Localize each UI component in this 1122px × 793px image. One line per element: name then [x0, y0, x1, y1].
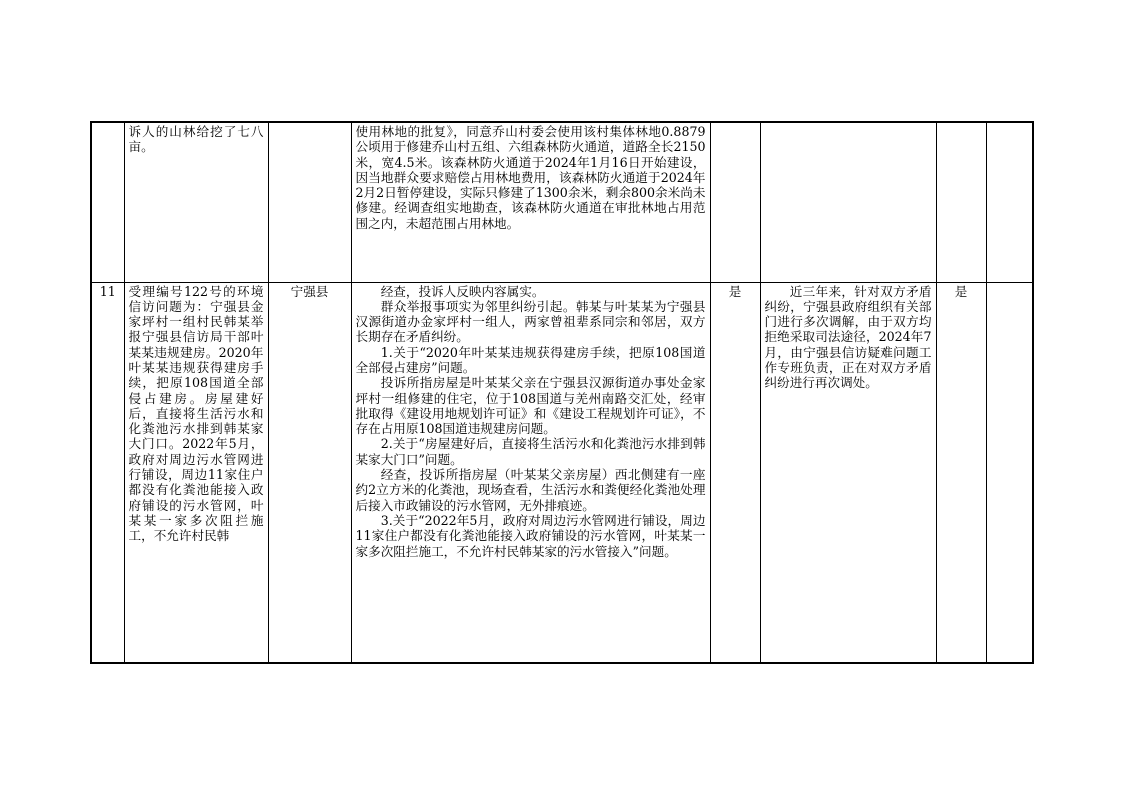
- findings-paragraph: 经查，投诉所指房屋（叶某某父亲房屋）西北侧建有一座约2立方米的化粪池，现场查看，生活污水和粪便经化粪池处理后接入市政铺设的污水管网，无外排痕迹。: [355, 467, 706, 513]
- row-number: [91, 122, 124, 282]
- findings-paragraph: 1.关于“2020年叶某某违规获得建房手续，把原108国道全部侵占建房”问题。: [355, 344, 706, 375]
- row-number: 11: [91, 282, 124, 663]
- findings-paragraph: 群众举报事项实为邻里纠纷引起。韩某与叶某某为宁强县汉源街道办金家坪村一组人，两家曾祖辈系同宗和邻居，双方长期存在矛盾纠纷。: [355, 298, 706, 345]
- resolved-cell: 是: [936, 282, 986, 663]
- issue-description: 诉人的山林给挖了七八亩。: [124, 122, 268, 282]
- table-row: [91, 282, 1033, 663]
- findings-cell: [351, 282, 710, 663]
- findings-paragraph: 经查，投诉人反映内容属实。: [380, 283, 545, 299]
- remarks-cell: [986, 282, 1033, 663]
- complaint-table: [90, 121, 1034, 664]
- issue-description: 受理编号122号的环境信访问题为：宁强县金家坪村一组村民韩某举报宁强县信访局干部叶某某违规建房。2020年叶某某违规获得建房手续，把原108国道全部侵占建房。房屋建好后，直接将生活污水和化粪池污水排到韩某家大门口。2022年5月，政府对周边污水管网进行铺设，周边11家住户都没有化粪池能接入政府铺设的污水管网，叶某某一家多次阻拦施工，不允许村民韩: [124, 282, 268, 663]
- table-row: [91, 122, 1033, 282]
- handling-note-text: 近三年来，针对双方矛盾纠纷，宁强县政府组织有关部门进行多次调解，由于双方均拒绝采取司法途径，2024年7月，由宁强县信访疑难问题工作专班负责，正在对双方矛盾纠纷进行再次调处。: [764, 283, 932, 391]
- resolved-cell: [936, 122, 986, 282]
- findings-cell: [351, 122, 710, 282]
- verified-cell: 是: [710, 282, 760, 663]
- handling-note: [760, 122, 936, 282]
- findings-paragraph: 2.关于“房屋建好后，直接将生活污水和化粪池污水排到韩某家大门口”问题。: [355, 436, 706, 467]
- handling-note: [760, 282, 936, 663]
- remarks-cell: [986, 122, 1033, 282]
- findings-paragraph: 使用林地的批复》，同意乔山村委会使用该村集体林地0.8879公顷用于修建乔山村五组、六组森林防火通道，道路全长2150米，宽4.5米。该森林防火通道于2024年1月16日开始建设，因当地群众要求赔偿占用林地费用，该森林防火通道于2024年2月2日暂停建设，实际只修建了1300余米，剩余800余米尚未修建。经调查组实地勘查，该森林防火通道在审批林地占用范围之内，未超范围占用林地。: [355, 124, 706, 231]
- findings-paragraph: 投诉所指房屋是叶某某父亲在宁强县汉源街道办事处金家坪村一组修建的住宅，位于108国道与羌州南路交汇处，经审批取得《建设用地规划许可证》和《建设工程规划许可证》，不存在占用原108国道违规建房问题。: [355, 375, 706, 437]
- verified-cell: [710, 122, 760, 282]
- county-cell: [268, 122, 351, 282]
- findings-paragraph: 3.关于“2022年5月，政府对周边污水管网进行铺设，周边11家住户都没有化粪池能接入政府铺设的污水管网，叶某某一家多次阻拦施工，不允许村民韩某家的污水管接入”问题。: [355, 512, 706, 559]
- county-cell: 宁强县: [268, 282, 351, 663]
